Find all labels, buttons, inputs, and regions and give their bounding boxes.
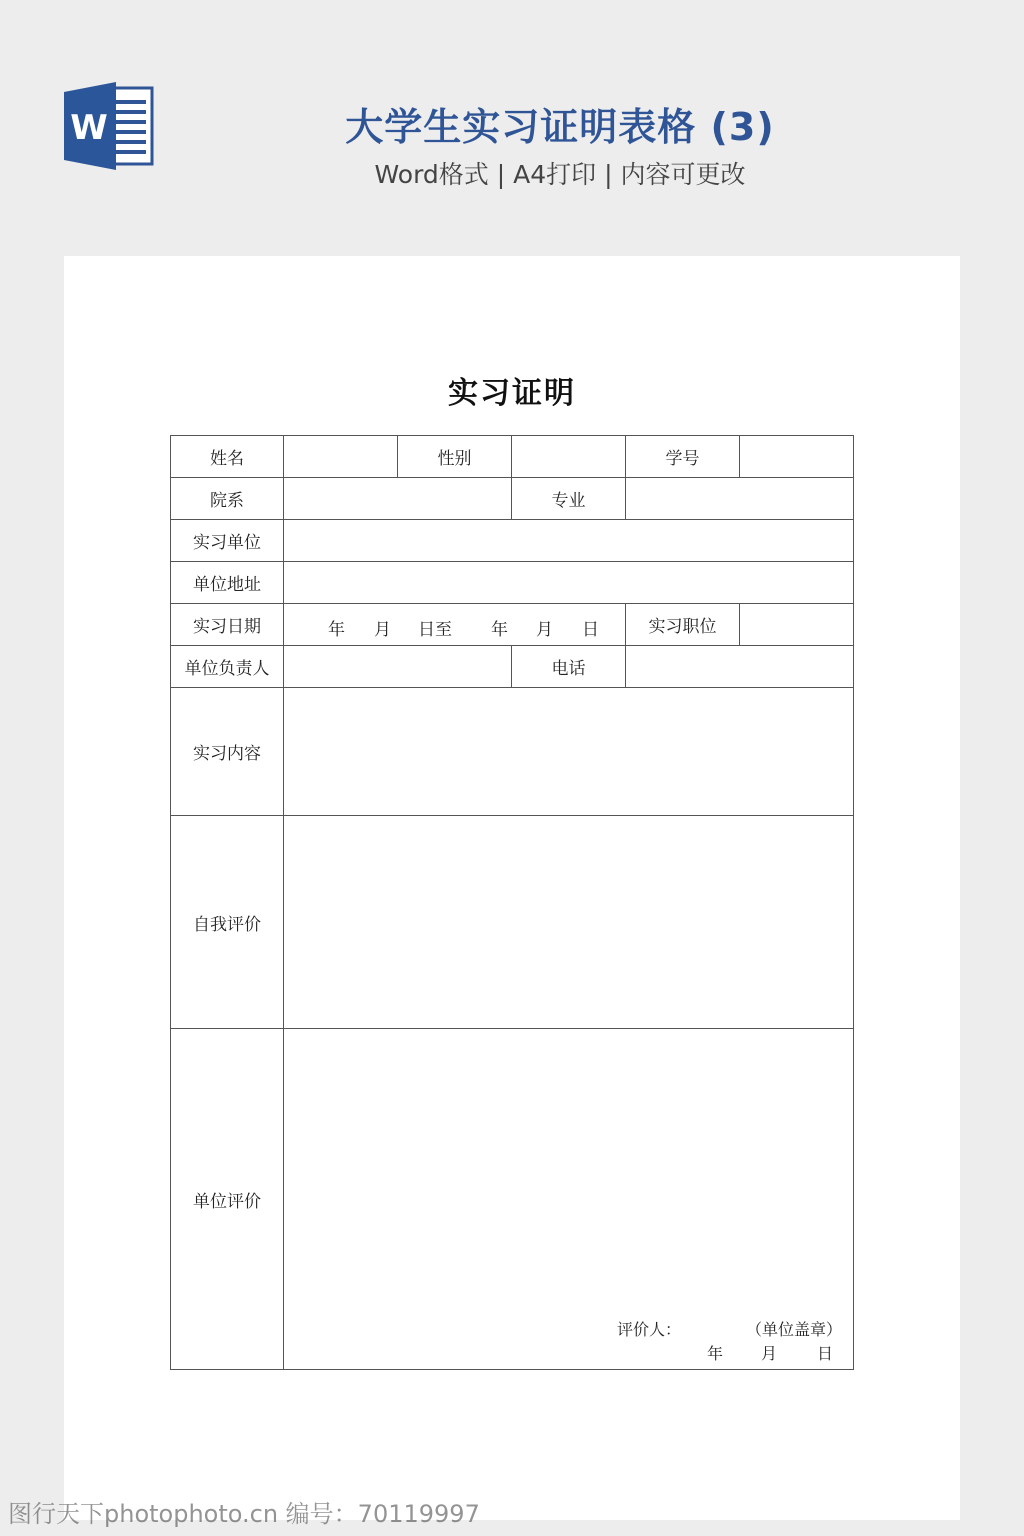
major-field[interactable] <box>626 478 854 520</box>
table-row <box>171 646 854 688</box>
seal-label: （单位盖章） <box>746 1320 843 1339</box>
label-self-evaluation: 自我评价 <box>171 816 284 1029</box>
label-internship-dates: 实习日期 <box>171 604 284 646</box>
table-row <box>171 604 854 646</box>
table-row <box>171 478 854 520</box>
company-address-field[interactable] <box>284 562 854 604</box>
name-field[interactable] <box>284 436 398 478</box>
label-company-address: 单位地址 <box>171 562 284 604</box>
document-title: 实习证明 <box>448 376 576 411</box>
label-name: 姓名 <box>171 436 284 478</box>
content-field[interactable] <box>284 688 854 816</box>
date-year-2: 年 <box>491 620 508 640</box>
signature-line <box>284 1317 853 1339</box>
table-row <box>171 436 854 478</box>
date-day-2: 日 <box>582 620 599 640</box>
gender-field[interactable] <box>512 436 626 478</box>
word-icon-letter: W <box>70 108 108 148</box>
phone-field[interactable] <box>626 646 854 688</box>
table-row <box>171 816 854 1029</box>
department-field[interactable] <box>284 478 512 520</box>
label-phone: 电话 <box>512 646 626 688</box>
internship-form-table <box>170 435 854 1370</box>
internship-dates-field[interactable] <box>284 604 626 646</box>
header-title: 大学生实习证明表格 (3) <box>345 105 775 149</box>
table-row <box>171 1029 854 1370</box>
signature-month: 月 <box>761 1344 778 1363</box>
date-year-1: 年 <box>328 620 345 640</box>
evaluator-label: 评价人： <box>617 1320 682 1339</box>
table-row <box>171 688 854 816</box>
label-student-id: 学号 <box>626 436 740 478</box>
label-gender: 性别 <box>398 436 512 478</box>
company-field[interactable] <box>284 520 854 562</box>
label-company-evaluation: 单位评价 <box>171 1029 284 1370</box>
signature-day: 日 <box>817 1344 834 1363</box>
label-content: 实习内容 <box>171 688 284 816</box>
company-evaluation-field[interactable] <box>284 1029 854 1370</box>
signature-year: 年 <box>707 1344 724 1363</box>
signature-date-line <box>284 1341 853 1363</box>
document-page <box>64 256 960 1520</box>
label-position: 实习职位 <box>626 604 740 646</box>
supervisor-field[interactable] <box>284 646 512 688</box>
date-month-1: 月 <box>374 620 391 640</box>
watermark: 图行天下photophoto.cn 编号：70119997 <box>8 1500 480 1528</box>
label-major: 专业 <box>512 478 626 520</box>
table-row <box>171 520 854 562</box>
label-department: 院系 <box>171 478 284 520</box>
label-supervisor: 单位负责人 <box>171 646 284 688</box>
table-row <box>171 562 854 604</box>
header-subtitle: Word格式 | A4打印 | 内容可更改 <box>374 160 746 189</box>
word-icon <box>64 82 156 170</box>
student-id-field[interactable] <box>740 436 854 478</box>
position-field[interactable] <box>740 604 854 646</box>
date-month-2: 月 <box>536 620 553 640</box>
label-company: 实习单位 <box>171 520 284 562</box>
self-evaluation-field[interactable] <box>284 816 854 1029</box>
date-day-to: 日至 <box>418 620 452 640</box>
